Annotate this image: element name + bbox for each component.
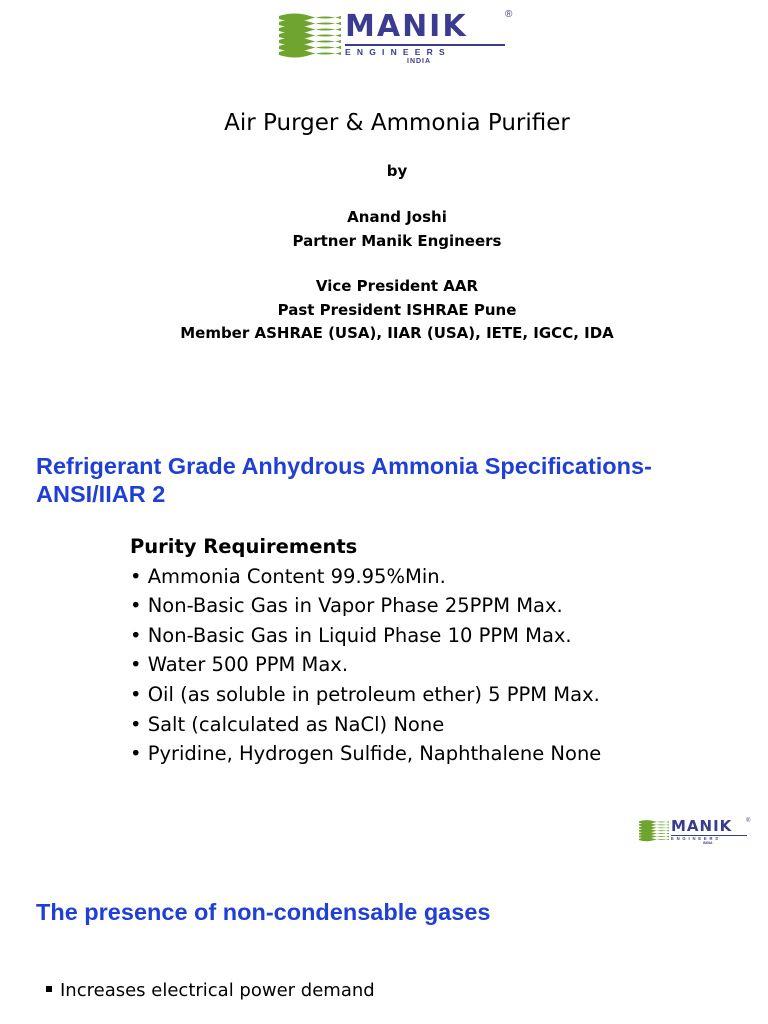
author-name: Anand Joshi	[347, 208, 447, 226]
purity-item: • Water 500 PPM Max.	[130, 653, 349, 677]
spec-heading-line: Refrigerant Grade Anhydrous Ammonia Specifications-	[36, 453, 652, 479]
purity-item: • Non-Basic Gas in Liquid Phase 10 PPM Max.	[130, 623, 572, 647]
purity-item: • Pyridine, Hydrogen Sulfide, Naphthalene None	[130, 742, 602, 766]
logo-subtitle: ENGINEERS	[345, 47, 451, 57]
logo-brand: MANIK	[671, 817, 733, 835]
ncg-heading: The presence of non-condensable gases	[36, 899, 491, 925]
logo-brand: MANIK	[345, 9, 468, 44]
byline: by	[386, 162, 408, 180]
purity-item: • Ammonia Content 99.95%Min.	[130, 564, 446, 588]
logo-country: INDIA	[407, 58, 432, 65]
author-role: Partner Manik Engineers	[292, 232, 502, 250]
author-position: Vice President AAR	[315, 277, 479, 295]
purity-item: • Non-Basic Gas in Vapor Phase 25PPM Max.	[130, 594, 563, 618]
ncg-bullet-text: Increases electrical power demand	[60, 980, 375, 1001]
logo-registered-mark: ®	[505, 9, 513, 20]
author-position: Past President ISHRAE Pune	[277, 301, 517, 319]
purity-heading: Purity Requirements	[130, 535, 358, 558]
logo-subtitle: ENGINEERS	[671, 836, 721, 841]
manik-logo	[279, 10, 511, 66]
manik-logo-small	[639, 818, 751, 846]
purity-item: • Oil (as soluble in petroleum ether) 5 PPM Max.	[130, 682, 600, 706]
logo-divider	[345, 44, 505, 46]
logo-country: INDIA	[703, 841, 713, 845]
logo-registered-mark: ®	[746, 818, 751, 824]
logo-stripes-icon	[279, 10, 341, 58]
presentation-title: Air Purger & Ammonia Purifier	[224, 110, 570, 136]
spec-heading-line: ANSI/IIAR 2	[36, 481, 166, 507]
author-memberships: Member ASHRAE (USA), IIAR (USA), IETE, IGCC, IDA	[180, 324, 614, 342]
spec-heading	[36, 452, 652, 508]
purity-item: • Salt (calculated as NaCl) None	[130, 712, 445, 736]
ncg-bullet	[46, 980, 375, 1001]
logo-stripes-icon	[639, 818, 669, 842]
purity-requirements	[130, 532, 601, 769]
square-bullet-icon	[46, 986, 52, 992]
